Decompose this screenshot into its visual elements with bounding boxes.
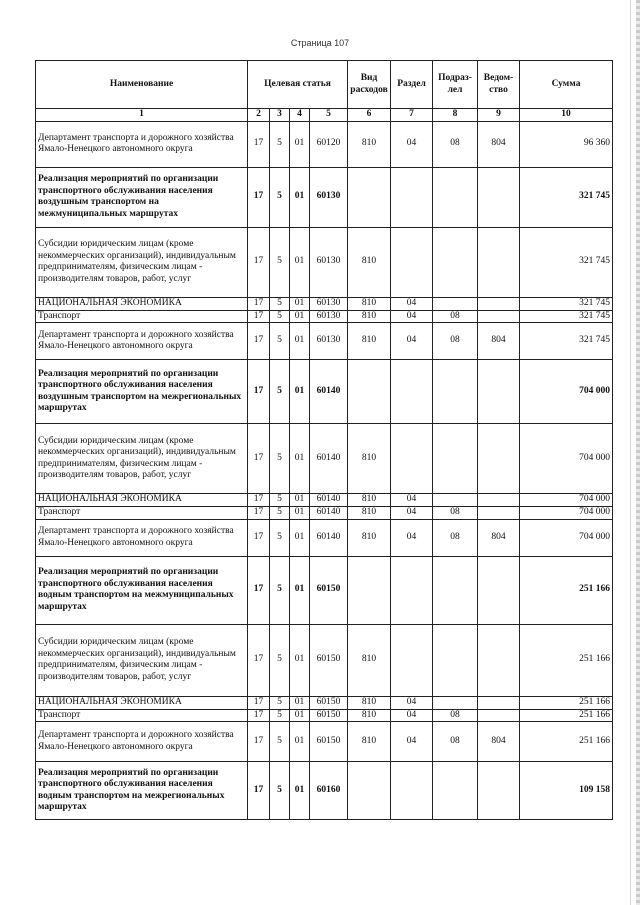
amount: 321 745	[520, 323, 613, 360]
department-code	[478, 167, 520, 227]
expense-type: 810	[348, 323, 391, 360]
department-code: 804	[478, 121, 520, 167]
section-code: 04	[391, 722, 433, 762]
subsection-code	[433, 360, 478, 424]
column-number: 10	[520, 109, 613, 122]
target-code-subprogram: 5	[270, 297, 290, 310]
target-code-subprogram: 5	[270, 494, 290, 507]
target-code-program: 17	[248, 227, 270, 297]
target-code-program: 17	[248, 360, 270, 424]
column-number: 5	[310, 109, 348, 122]
department-code	[478, 494, 520, 507]
amount: 251 166	[520, 556, 613, 624]
row-name: НАЦИОНАЛЬНАЯ ЭКОНОМИКА	[36, 297, 248, 310]
col-target-article-header: Целевая статья	[248, 61, 348, 109]
expense-type: 810	[348, 696, 391, 709]
department-code	[478, 310, 520, 323]
target-code-direction: 60150	[310, 709, 348, 722]
subsection-code	[433, 696, 478, 709]
column-number: 3	[270, 109, 290, 122]
target-code-direction: 60130	[310, 297, 348, 310]
section-code: 04	[391, 519, 433, 556]
target-code-direction: 60140	[310, 519, 348, 556]
target-code-subprogram: 5	[270, 227, 290, 297]
subsection-code	[433, 167, 478, 227]
target-code-program: 17	[248, 310, 270, 323]
target-code-program: 17	[248, 709, 270, 722]
subsection-code	[433, 297, 478, 310]
amount: 704 000	[520, 424, 613, 494]
target-code-program: 17	[248, 722, 270, 762]
target-code-program: 17	[248, 494, 270, 507]
department-code	[478, 762, 520, 820]
expense-type	[348, 762, 391, 820]
row-name: Департамент транспорта и дорожного хозяйства Ямало-Ненецкого автономного округа	[36, 323, 248, 360]
expense-type: 810	[348, 310, 391, 323]
col-amount-header: Сумма	[520, 61, 613, 109]
section-code	[391, 424, 433, 494]
row-name: Департамент транспорта и дорожного хозяйства Ямало-Ненецкого автономного округа	[36, 722, 248, 762]
section-code	[391, 624, 433, 696]
expense-type: 810	[348, 519, 391, 556]
department-code: 804	[478, 323, 520, 360]
table-row	[36, 310, 613, 323]
target-code-main-event: 01	[290, 556, 310, 624]
subsection-code: 08	[433, 121, 478, 167]
expense-type: 810	[348, 121, 391, 167]
department-code	[478, 297, 520, 310]
target-code-main-event: 01	[290, 297, 310, 310]
page-header: Страница 107	[290, 38, 350, 48]
row-name: Реализация мероприятий по организации транспортного обслуживания населения водным транспортом на межмуниципальных маршрутах	[36, 556, 248, 624]
section-code: 04	[391, 696, 433, 709]
column-number: 1	[36, 109, 248, 122]
table-row	[36, 519, 613, 556]
target-code-main-event: 01	[290, 722, 310, 762]
amount: 321 745	[520, 227, 613, 297]
target-code-subprogram: 5	[270, 624, 290, 696]
expense-type: 810	[348, 507, 391, 520]
table-row	[36, 297, 613, 310]
row-name: Реализация мероприятий по организации транспортного обслуживания населения воздушным транспортом на межмуниципальных маршрутах	[36, 167, 248, 227]
col-expense-type-header: Вид расходов	[348, 61, 391, 109]
target-code-subprogram: 5	[270, 762, 290, 820]
subsection-code	[433, 227, 478, 297]
department-code	[478, 696, 520, 709]
department-code	[478, 227, 520, 297]
section-code	[391, 360, 433, 424]
target-code-direction: 60130	[310, 323, 348, 360]
target-code-subprogram: 5	[270, 323, 290, 360]
expense-type: 810	[348, 227, 391, 297]
col-name-header: Наименование	[36, 61, 248, 109]
table-row	[36, 696, 613, 709]
department-code	[478, 507, 520, 520]
target-code-program: 17	[248, 167, 270, 227]
row-name: НАЦИОНАЛЬНАЯ ЭКОНОМИКА	[36, 494, 248, 507]
target-code-subprogram: 5	[270, 167, 290, 227]
amount: 321 745	[520, 310, 613, 323]
section-code: 04	[391, 121, 433, 167]
section-code: 04	[391, 297, 433, 310]
amount: 251 166	[520, 709, 613, 722]
amount: 251 166	[520, 624, 613, 696]
section-code: 04	[391, 494, 433, 507]
subsection-code: 08	[433, 519, 478, 556]
target-code-subprogram: 5	[270, 424, 290, 494]
column-number: 9	[478, 109, 520, 122]
table-row	[36, 494, 613, 507]
target-code-program: 17	[248, 297, 270, 310]
target-code-main-event: 01	[290, 227, 310, 297]
subsection-code: 08	[433, 507, 478, 520]
target-code-direction: 60130	[310, 310, 348, 323]
target-code-main-event: 01	[290, 121, 310, 167]
target-code-program: 17	[248, 507, 270, 520]
row-name: Транспорт	[36, 310, 248, 323]
table-row	[36, 360, 613, 424]
target-code-main-event: 01	[290, 323, 310, 360]
department-code	[478, 424, 520, 494]
expense-type: 810	[348, 424, 391, 494]
target-code-program: 17	[248, 424, 270, 494]
target-code-program: 17	[248, 519, 270, 556]
expense-type: 810	[348, 494, 391, 507]
subsection-code: 08	[433, 323, 478, 360]
target-code-main-event: 01	[290, 424, 310, 494]
row-name: Транспорт	[36, 709, 248, 722]
table-row	[36, 722, 613, 762]
section-code: 04	[391, 323, 433, 360]
scan-edge-line	[630, 0, 631, 905]
amount: 96 360	[520, 121, 613, 167]
col-department-header: Ведом-ство	[478, 61, 520, 109]
subsection-code	[433, 494, 478, 507]
subsection-code	[433, 624, 478, 696]
table-row	[36, 167, 613, 227]
department-code	[478, 709, 520, 722]
target-code-subprogram: 5	[270, 696, 290, 709]
row-name: Реализация мероприятий по организации транспортного обслуживания населения водным транспортом на межрегиональных маршрутах	[36, 762, 248, 820]
target-code-direction: 60150	[310, 696, 348, 709]
department-code: 804	[478, 519, 520, 556]
expense-type: 810	[348, 297, 391, 310]
target-code-main-event: 01	[290, 494, 310, 507]
department-code	[478, 360, 520, 424]
amount: 321 745	[520, 297, 613, 310]
expense-type: 810	[348, 709, 391, 722]
row-name: Департамент транспорта и дорожного хозяйства Ямало-Ненецкого автономного округа	[36, 519, 248, 556]
target-code-program: 17	[248, 323, 270, 360]
row-name: Департамент транспорта и дорожного хозяйства Ямало-Ненецкого автономного округа	[36, 121, 248, 167]
budget-table	[35, 60, 613, 820]
amount: 251 166	[520, 696, 613, 709]
row-name: НАЦИОНАЛЬНАЯ ЭКОНОМИКА	[36, 696, 248, 709]
target-code-subprogram: 5	[270, 709, 290, 722]
target-code-direction: 60140	[310, 424, 348, 494]
target-code-main-event: 01	[290, 167, 310, 227]
amount: 704 000	[520, 494, 613, 507]
department-code	[478, 624, 520, 696]
target-code-main-event: 01	[290, 507, 310, 520]
target-code-program: 17	[248, 121, 270, 167]
table-row	[36, 556, 613, 624]
table-row	[36, 762, 613, 820]
target-code-direction: 60140	[310, 507, 348, 520]
column-number-row	[36, 109, 613, 122]
target-code-main-event: 01	[290, 519, 310, 556]
col-subsection-header: Подраз-лел	[433, 61, 478, 109]
column-number: 7	[391, 109, 433, 122]
table-row	[36, 507, 613, 520]
table-row	[36, 624, 613, 696]
section-code: 04	[391, 507, 433, 520]
section-code	[391, 167, 433, 227]
section-code: 04	[391, 709, 433, 722]
target-code-subprogram: 5	[270, 507, 290, 520]
amount: 704 000	[520, 360, 613, 424]
table-row	[36, 323, 613, 360]
table-row	[36, 424, 613, 494]
target-code-main-event: 01	[290, 310, 310, 323]
expense-type: 810	[348, 722, 391, 762]
amount: 704 000	[520, 507, 613, 520]
target-code-program: 17	[248, 696, 270, 709]
target-code-direction: 60160	[310, 762, 348, 820]
target-code-subprogram: 5	[270, 360, 290, 424]
subsection-code	[433, 762, 478, 820]
amount: 704 000	[520, 519, 613, 556]
header-row	[36, 61, 613, 109]
target-code-direction: 60150	[310, 624, 348, 696]
table-row	[36, 121, 613, 167]
subsection-code: 08	[433, 722, 478, 762]
target-code-subprogram: 5	[270, 121, 290, 167]
row-name: Субсидии юридическим лицам (кроме некоммерческих организаций), индивидуальным предпринимателям, физическим лицам - производителям товаров, работ, услуг	[36, 424, 248, 494]
column-number: 2	[248, 109, 270, 122]
target-code-main-event: 01	[290, 709, 310, 722]
section-code	[391, 227, 433, 297]
col-section-header: Раздел	[391, 61, 433, 109]
target-code-direction: 60140	[310, 494, 348, 507]
target-code-main-event: 01	[290, 360, 310, 424]
target-code-direction: 60120	[310, 121, 348, 167]
expense-type: 810	[348, 624, 391, 696]
amount: 251 166	[520, 722, 613, 762]
section-code	[391, 556, 433, 624]
table-row	[36, 709, 613, 722]
target-code-main-event: 01	[290, 762, 310, 820]
target-code-main-event: 01	[290, 696, 310, 709]
subsection-code: 08	[433, 310, 478, 323]
target-code-subprogram: 5	[270, 310, 290, 323]
table-body	[36, 121, 613, 820]
scan-edge	[636, 0, 640, 905]
row-name: Транспорт	[36, 507, 248, 520]
row-name: Субсидии юридическим лицам (кроме некоммерческих организаций), индивидуальным предпринимателям, физическим лицам - производителям товаров, работ, услуг	[36, 227, 248, 297]
target-code-direction: 60140	[310, 360, 348, 424]
column-number: 8	[433, 109, 478, 122]
target-code-direction: 60130	[310, 227, 348, 297]
target-code-subprogram: 5	[270, 556, 290, 624]
amount: 321 745	[520, 167, 613, 227]
expense-type	[348, 167, 391, 227]
subsection-code: 08	[433, 709, 478, 722]
target-code-program: 17	[248, 762, 270, 820]
target-code-subprogram: 5	[270, 722, 290, 762]
table-row	[36, 227, 613, 297]
target-code-program: 17	[248, 556, 270, 624]
target-code-direction: 60150	[310, 722, 348, 762]
column-number: 6	[348, 109, 391, 122]
department-code: 804	[478, 722, 520, 762]
target-code-subprogram: 5	[270, 519, 290, 556]
section-code	[391, 762, 433, 820]
subsection-code	[433, 424, 478, 494]
column-number: 4	[290, 109, 310, 122]
row-name: Реализация мероприятий по организации транспортного обслуживания населения воздушным транспортом на межрегиональных маршрутах	[36, 360, 248, 424]
amount: 109 158	[520, 762, 613, 820]
section-code: 04	[391, 310, 433, 323]
target-code-direction: 60150	[310, 556, 348, 624]
department-code	[478, 556, 520, 624]
target-code-program: 17	[248, 624, 270, 696]
expense-type	[348, 360, 391, 424]
target-code-direction: 60130	[310, 167, 348, 227]
subsection-code	[433, 556, 478, 624]
row-name: Субсидии юридическим лицам (кроме некоммерческих организаций), индивидуальным предпринимателям, физическим лицам - производителям товаров, работ, услуг	[36, 624, 248, 696]
expense-type	[348, 556, 391, 624]
target-code-main-event: 01	[290, 624, 310, 696]
